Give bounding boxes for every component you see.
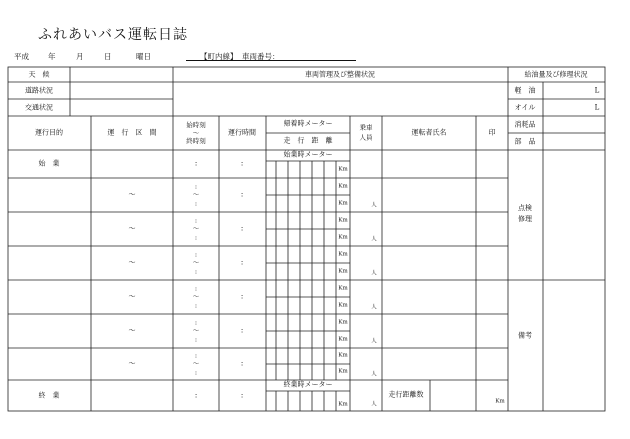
col-time-tilde: ～ — [192, 128, 200, 137]
trip-section-tilde: ～ — [128, 190, 136, 199]
col-time — [186, 121, 206, 145]
trip-km-a: Km — [338, 217, 348, 224]
trip-run-colon: : — [240, 292, 244, 301]
trip-time-colon-end: : — [194, 267, 198, 276]
light-oil-label: 軽 油 — [514, 86, 536, 95]
trip-person: 人 — [371, 270, 377, 277]
oil-label: オイル — [514, 103, 536, 112]
trip-time — [193, 182, 200, 207]
col-passengers-1: 乗車 — [359, 123, 373, 132]
start-run-colon: : — [240, 159, 244, 168]
header-weekday: 曜日 — [136, 52, 151, 61]
trip-time-tilde: ～ — [192, 258, 200, 267]
trip-time-colon-start: : — [194, 182, 198, 191]
total-distance-label: 走行距離数 — [388, 390, 424, 399]
trip-km-b: Km — [338, 268, 348, 275]
trip-run-colon: : — [240, 326, 244, 335]
col-time-end: 終時刻 — [186, 137, 206, 146]
trip-section-tilde: ～ — [128, 326, 136, 335]
end-person: 人 — [371, 401, 377, 408]
trip-time — [193, 284, 200, 309]
page-title: ふれあいバス運転日誌 — [38, 27, 188, 43]
light-oil-unit: L — [594, 86, 600, 95]
trip-time-colon-end: : — [194, 335, 198, 344]
trip-person: 人 — [371, 202, 377, 209]
trip-run-colon: : — [240, 359, 244, 368]
trip-person: 人 — [371, 236, 377, 243]
trip-km-a: Km — [338, 319, 348, 326]
parts-label: 部 品 — [514, 137, 536, 146]
trip-section-tilde: ～ — [128, 292, 136, 301]
trip-km-a: Km — [338, 251, 348, 258]
trip-time-tilde: ～ — [192, 224, 200, 233]
trip-time-colon-start: : — [194, 216, 198, 225]
trip-km-a: Km — [338, 183, 348, 190]
trip-time-colon-end: : — [194, 301, 198, 310]
end-row-label: 終 業 — [38, 391, 60, 400]
consumables-label: 消耗品 — [514, 120, 536, 129]
trip-time — [193, 351, 200, 376]
header-year: 年 — [48, 52, 56, 61]
trip-time-colon-end: : — [194, 199, 198, 208]
total-distance-km: Km — [495, 398, 505, 405]
end-run-colon: : — [240, 391, 244, 400]
end-time-colon: : — [194, 391, 198, 400]
trip-km-b: Km — [338, 302, 348, 309]
trip-section-tilde: ～ — [128, 224, 136, 233]
inspection-label — [518, 203, 532, 225]
header-vehicle-no: 車両番号： — [242, 52, 280, 61]
fuel-repair-label: 給油量及び修理状況 — [524, 70, 588, 79]
col-seal: 印 — [488, 128, 496, 137]
trip-time-colon-start: : — [194, 351, 198, 360]
road-label: 道路状況 — [25, 86, 53, 95]
trip-km-a: Km — [338, 352, 348, 359]
header-day: 日 — [104, 52, 112, 61]
col-run-time: 運行時間 — [228, 128, 256, 137]
inspection-label-1: 点検 — [518, 203, 532, 212]
oil-unit: L — [594, 103, 600, 112]
trip-km-a: Km — [338, 285, 348, 292]
col-passengers — [360, 123, 373, 144]
trip-section-tilde: ～ — [128, 359, 136, 368]
trip-time — [193, 250, 200, 275]
start-row-label: 始 業 — [38, 159, 60, 168]
header-route: 【町内線】 — [200, 52, 238, 61]
trip-time-colon-end: : — [194, 233, 198, 242]
vehicle-check-label: 車両管理及び整備状況 — [305, 70, 375, 79]
trip-person: 人 — [371, 371, 377, 378]
trip-km-b: Km — [338, 234, 348, 241]
trip-time-colon-start: : — [194, 250, 198, 259]
col-section: 運 行 区 間 — [107, 128, 157, 137]
inspection-label-2: 修理 — [518, 215, 532, 223]
end-meter-label: 終業時メーター — [283, 380, 333, 389]
col-time-start: 始時刻 — [186, 120, 206, 129]
trip-km-b: Km — [338, 368, 348, 375]
trip-time-tilde: ～ — [192, 326, 200, 335]
trip-km-b: Km — [338, 200, 348, 207]
header-era: 平成 — [14, 52, 29, 61]
col-return-meter: 帰着時メーター — [283, 119, 333, 128]
col-purpose: 運行目的 — [35, 128, 63, 137]
end-km: Km — [338, 401, 348, 408]
trip-time-tilde: ～ — [192, 292, 200, 301]
start-km: Km — [338, 166, 348, 173]
header-month: 月 — [76, 52, 84, 61]
trip-person: 人 — [371, 338, 377, 345]
start-meter-label: 始業時メーター — [283, 150, 333, 159]
trip-time-colon-start: : — [194, 284, 198, 293]
trip-time-tilde: ～ — [192, 359, 200, 368]
trip-time — [193, 318, 200, 343]
trip-km-b: Km — [338, 336, 348, 343]
trip-time-colon-start: : — [194, 318, 198, 327]
trip-run-colon: : — [240, 224, 244, 233]
trip-section-tilde: ～ — [128, 258, 136, 267]
col-distance: 走 行 距 離 — [283, 136, 333, 145]
col-driver: 運転者氏名 — [411, 128, 447, 137]
remarks-label: 備考 — [518, 331, 532, 340]
trip-run-colon: : — [240, 190, 244, 199]
weather-label: 天 候 — [28, 70, 50, 79]
trip-time-colon-end: : — [194, 368, 198, 377]
start-time-colon: : — [194, 159, 198, 168]
trip-time — [193, 216, 200, 241]
trip-person: 人 — [371, 304, 377, 311]
col-passengers-2: 人員 — [359, 134, 373, 142]
traffic-label: 交通状況 — [25, 103, 53, 112]
trip-time-tilde: ～ — [192, 190, 200, 199]
trip-run-colon: : — [240, 258, 244, 267]
